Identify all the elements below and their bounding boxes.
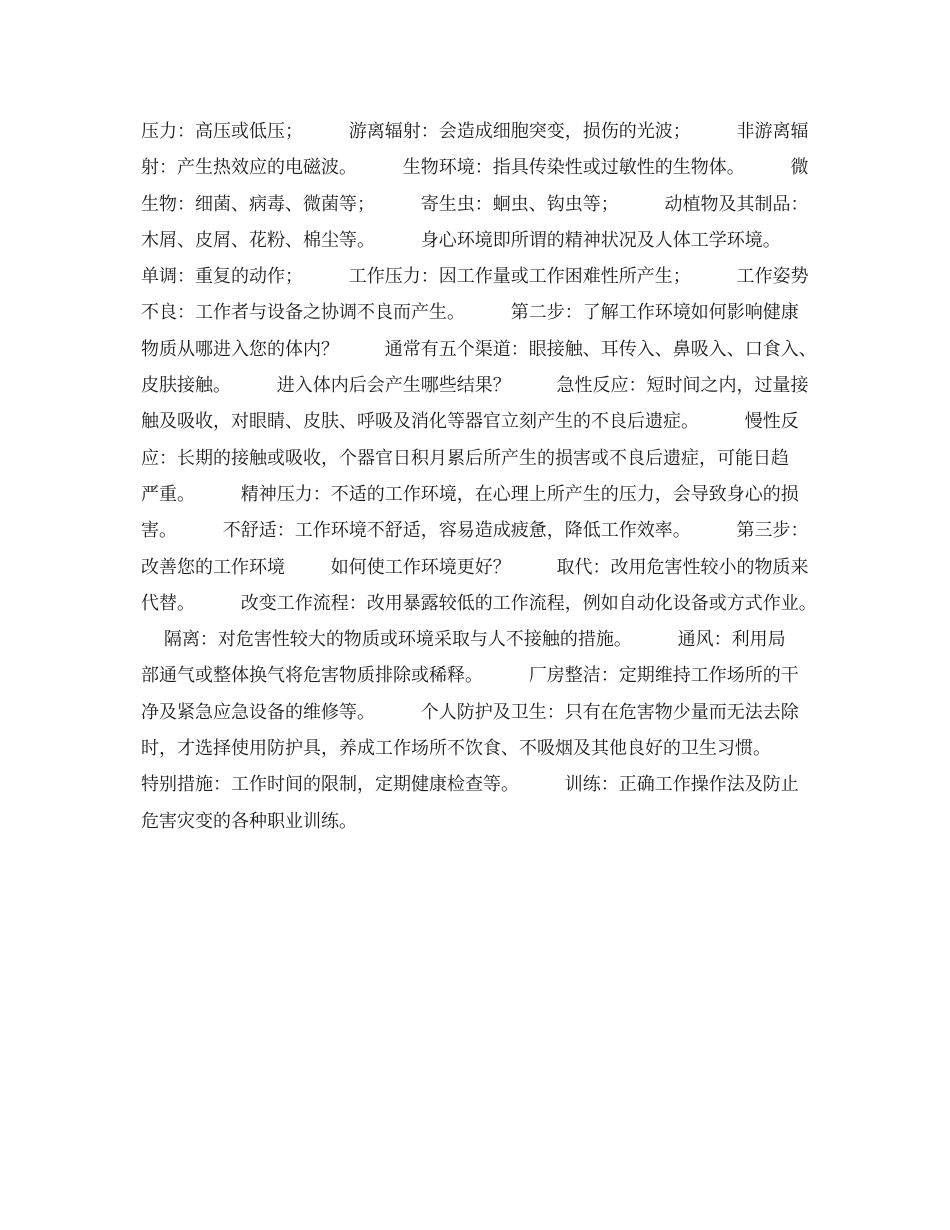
text-line-5: 单调：重复的动作； 工作压力：因工作量或工作困难性所产生； 工作姿势 bbox=[141, 266, 809, 288]
text-line-14: 代替。 改变工作流程：改用暴露较低的工作流程，例如自动化设备或方式作业。 bbox=[141, 592, 817, 614]
text-line-11: 严重。 精神压力：不适的工作环境，在心理上所产生的压力，会导致身心的损 bbox=[141, 483, 799, 505]
text-line-17: 净及紧急应急设备的维修等。 个人防护及卫生：只有在危害物少量而无法去除 bbox=[141, 701, 799, 723]
text-line-15: 隔离：对危害性较大的物质或环境采取与人不接触的措施。 通风：利用局 bbox=[141, 629, 786, 651]
body-text bbox=[141, 114, 821, 840]
text-line-3: 生物：细菌、病毒、微菌等； 寄生虫：蛔虫、钩虫等； 动植物及其制品： bbox=[141, 193, 809, 215]
text-line-7: 物质从哪进入您的体内？ 通常有五个渠道：眼接触、耳传入、鼻吸入、口食入、 bbox=[141, 338, 817, 360]
text-line-9: 触及吸收，对眼睛、皮肤、呼吸及消化等器官立刻产生的不良后遗症。 慢性反 bbox=[141, 411, 799, 433]
text-line-4: 木屑、皮屑、花粉、棉尘等。 身心环境即所谓的精神状况及人体工学环境。 bbox=[141, 229, 781, 251]
text-line-20: 危害灾变的各种职业训练。 bbox=[141, 810, 357, 832]
text-line-12: 害。 不舒适：工作环境不舒适，容易造成疲惫，降低工作效率。 第三步： bbox=[141, 520, 809, 542]
text-line-18: 时，才选择使用防护具，养成工作场所不饮食、不吸烟及其他良好的卫生习惯。 bbox=[141, 738, 771, 760]
text-line-10: 应：长期的接触或吸收，个器官日积月累后所产生的损害或不良后遗症，可能日趋 bbox=[141, 447, 789, 469]
text-line-19: 特别措施：工作时间的限制，定期健康检查等。 训练：正确工作操作法及防止 bbox=[141, 774, 799, 796]
text-line-13: 改善您的工作环境 如何使工作环境更好？ 取代：改用危害性较小的物质来 bbox=[141, 556, 809, 578]
text-line-1: 压力：高压或低压； 游离辐射：会造成细胞突变，损伤的光波； 非游离辐 bbox=[141, 121, 809, 142]
text-line-16: 部通气或整体换气将危害物质排除或稀释。 厂房整洁：定期维持工作场所的干 bbox=[141, 665, 799, 687]
text-line-2: 射：产生热效应的电磁波。 生物环境：指具传染性或过敏性的生物体。 微 bbox=[141, 157, 809, 179]
text-line-6: 不良：工作者与设备之协调不良而产生。 第二步：了解工作环境如何影响健康 bbox=[141, 302, 799, 324]
text-line-8: 皮肤接触。 进入体内后会产生哪些结果？ 急性反应：短时间之内，过量接 bbox=[141, 375, 809, 397]
